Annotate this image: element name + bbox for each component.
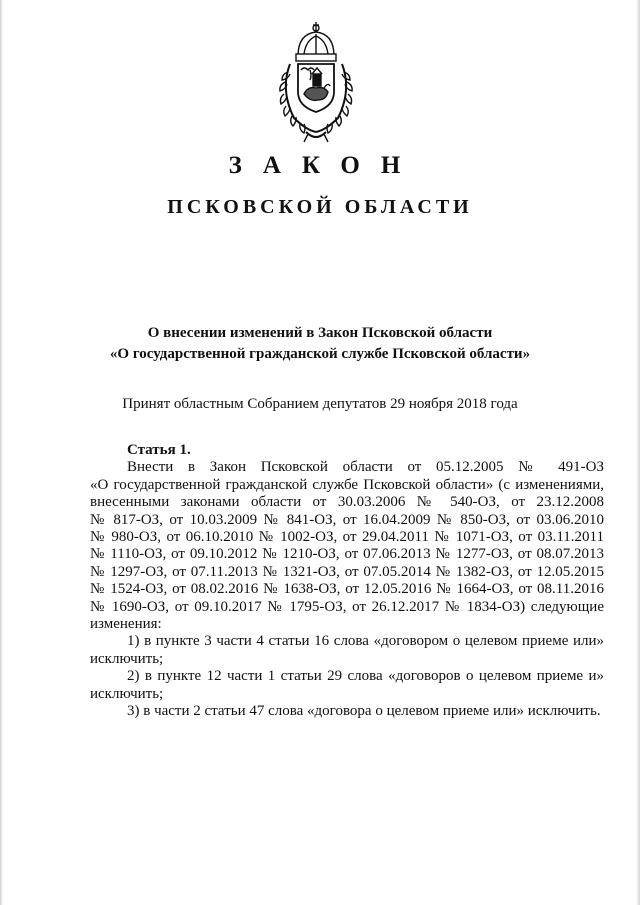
- amendment-item: 2) в пункте 12 части 1 статьи 29 слова «договоров о целевом приеме и»: [127, 668, 604, 685]
- amendment-item: 3) в части 2 статьи 47 слова «договора о целевом приеме или» исключить.: [127, 703, 601, 720]
- article-text-line: № 1297-ОЗ, от 07.11.2013 № 1321-ОЗ, от 07.05.2014 № 1382-ОЗ, от 12.05.2015: [90, 563, 604, 580]
- document-type-title: ЗАКОН: [228, 152, 422, 179]
- article-text-line: Внести в Закон Псковской области от 05.12.2005 № 491-ОЗ: [127, 459, 604, 476]
- article-text-line: внесенными законами области от 30.03.2006 № 540-ОЗ, от 23.12.2008: [90, 494, 604, 511]
- article-text-line: изменения:: [90, 616, 162, 633]
- amendment-item-continuation: исключить;: [90, 650, 164, 667]
- article-text-line: № 817-ОЗ, от 10.03.2009 № 841-ОЗ, от 16.04.2009 № 850-ОЗ, от 03.06.2010: [90, 511, 604, 528]
- article-text-line: № 980-ОЗ, от 06.10.2010 № 1002-ОЗ, от 29.04.2011 № 1071-ОЗ, от 03.11.2011: [90, 529, 604, 546]
- scan-edge-left: [0, 0, 3, 905]
- article-text-line: «О государственной гражданской службе Псковской области» (с изменениями,: [90, 476, 604, 493]
- article-text-line: № 1524-ОЗ, от 08.02.2016 № 1638-ОЗ, от 12.05.2016 № 1664-ОЗ, от 08.11.2016: [90, 581, 604, 598]
- article-text-line: № 1690-ОЗ, от 09.10.2017 № 1795-ОЗ, от 26.12.2017 № 1834-ОЗ) следующие: [90, 598, 604, 615]
- law-heading-line: «О государственной гражданской службе Псковской области»: [109, 346, 531, 362]
- scan-edge-right: [636, 0, 640, 905]
- law-heading: [0, 323, 640, 365]
- article-text-line: № 1110-ОЗ, от 09.10.2012 № 1210-ОЗ, от 07.06.2013 № 1277-ОЗ, от 08.07.2013: [90, 546, 604, 563]
- law-heading-line: О внесении изменений в Закон Псковской области: [147, 325, 493, 341]
- article-body: [90, 442, 604, 721]
- region-title: ПСКОВСКОЙ ОБЛАСТИ: [167, 196, 473, 218]
- adoption-note: Принят областным Собранием депутатов 29 ноября 2018 года: [122, 396, 518, 412]
- amendment-item-continuation: исключить;: [90, 685, 164, 702]
- pskov-coat-of-arms-icon: [268, 20, 364, 144]
- article-title: Статья 1.: [127, 442, 191, 458]
- amendment-item: 1) в пункте 3 части 4 статьи 16 слова «договором о целевом приеме или»: [127, 633, 604, 650]
